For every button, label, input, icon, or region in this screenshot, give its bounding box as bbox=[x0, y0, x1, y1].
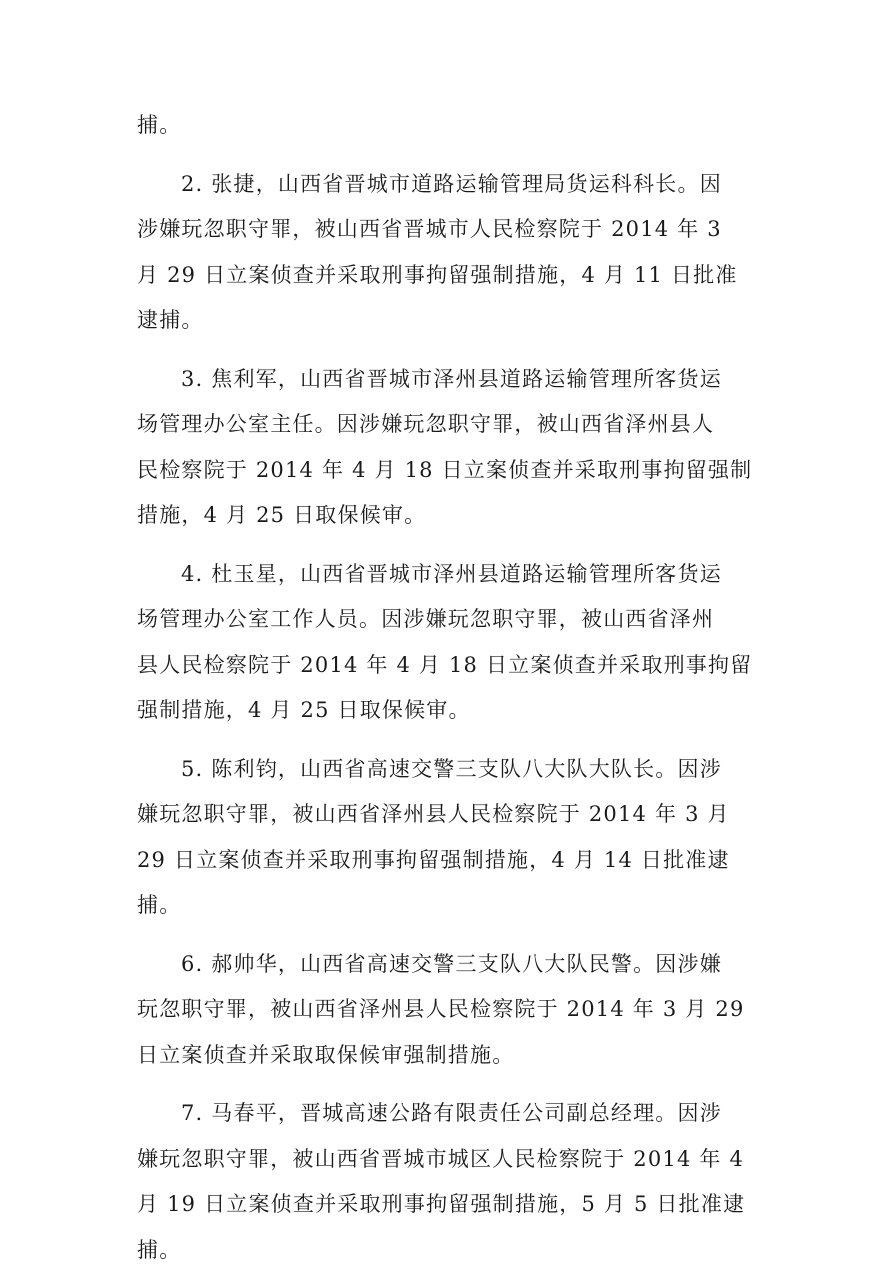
text-line: 捕。 bbox=[137, 1228, 759, 1273]
text-line: 29 日立案侦查并采取刑事拘留强制措施，4 月 14 日批准逮 bbox=[137, 838, 759, 884]
paragraph-item-2 bbox=[137, 162, 759, 344]
paragraph-item-5 bbox=[137, 747, 759, 929]
text-line: 嫌玩忽职守罪，被山西省泽州县人民检察院于 2014 年 3 月 bbox=[137, 792, 759, 838]
text-line: 措施，4 月 25 日取保候审。 bbox=[137, 493, 759, 539]
text-line: 5. 陈利钧，山西省高速交警三支队八大队大队长。因涉 bbox=[137, 747, 759, 793]
paragraph-item-7 bbox=[137, 1091, 759, 1273]
document-page bbox=[137, 103, 759, 1273]
text-line: 3. 焦利军，山西省晋城市泽州县道路运输管理所客货运 bbox=[137, 357, 759, 403]
text-line: 县人民检察院于 2014 年 4 月 18 日立案侦查并采取刑事拘留 bbox=[137, 643, 759, 689]
text-line: 捕。 bbox=[137, 883, 759, 929]
text-line: 7. 马春平，晋城高速公路有限责任公司副总经理。因涉 bbox=[137, 1091, 759, 1137]
text-line: 玩忽职守罪，被山西省泽州县人民检察院于 2014 年 3 月 29 bbox=[137, 987, 759, 1033]
text-line: 2. 张捷，山西省晋城市道路运输管理局货运科科长。因 bbox=[137, 162, 759, 208]
text-line: 6. 郝帅华，山西省高速交警三支队八大队民警。因涉嫌 bbox=[137, 942, 759, 988]
paragraph-item-6 bbox=[137, 942, 759, 1079]
paragraph-continuation bbox=[137, 103, 759, 149]
text-line: 月 19 日立案侦查并采取刑事拘留强制措施，5 月 5 日批准逮 bbox=[137, 1182, 759, 1228]
text-line: 嫌玩忽职守罪，被山西省晋城市城区人民检察院于 2014 年 4 bbox=[137, 1137, 759, 1183]
paragraph-item-4 bbox=[137, 552, 759, 734]
text-line: 涉嫌玩忽职守罪，被山西省晋城市人民检察院于 2014 年 3 bbox=[137, 207, 759, 253]
text-line: 强制措施，4 月 25 日取保候审。 bbox=[137, 688, 759, 734]
text-line: 捕。 bbox=[137, 103, 759, 149]
paragraph-item-3 bbox=[137, 357, 759, 539]
text-line: 场管理办公室主任。因涉嫌玩忽职守罪，被山西省泽州县人 bbox=[137, 402, 759, 448]
text-line: 民检察院于 2014 年 4 月 18 日立案侦查并采取刑事拘留强制 bbox=[137, 448, 759, 494]
text-line: 4. 杜玉星，山西省晋城市泽州县道路运输管理所客货运 bbox=[137, 552, 759, 598]
text-line: 逮捕。 bbox=[137, 298, 759, 344]
text-line: 场管理办公室工作人员。因涉嫌玩忽职守罪，被山西省泽州 bbox=[137, 597, 759, 643]
text-line: 月 29 日立案侦查并采取刑事拘留强制措施，4 月 11 日批准 bbox=[137, 253, 759, 299]
text-line: 日立案侦查并采取取保候审强制措施。 bbox=[137, 1033, 759, 1079]
